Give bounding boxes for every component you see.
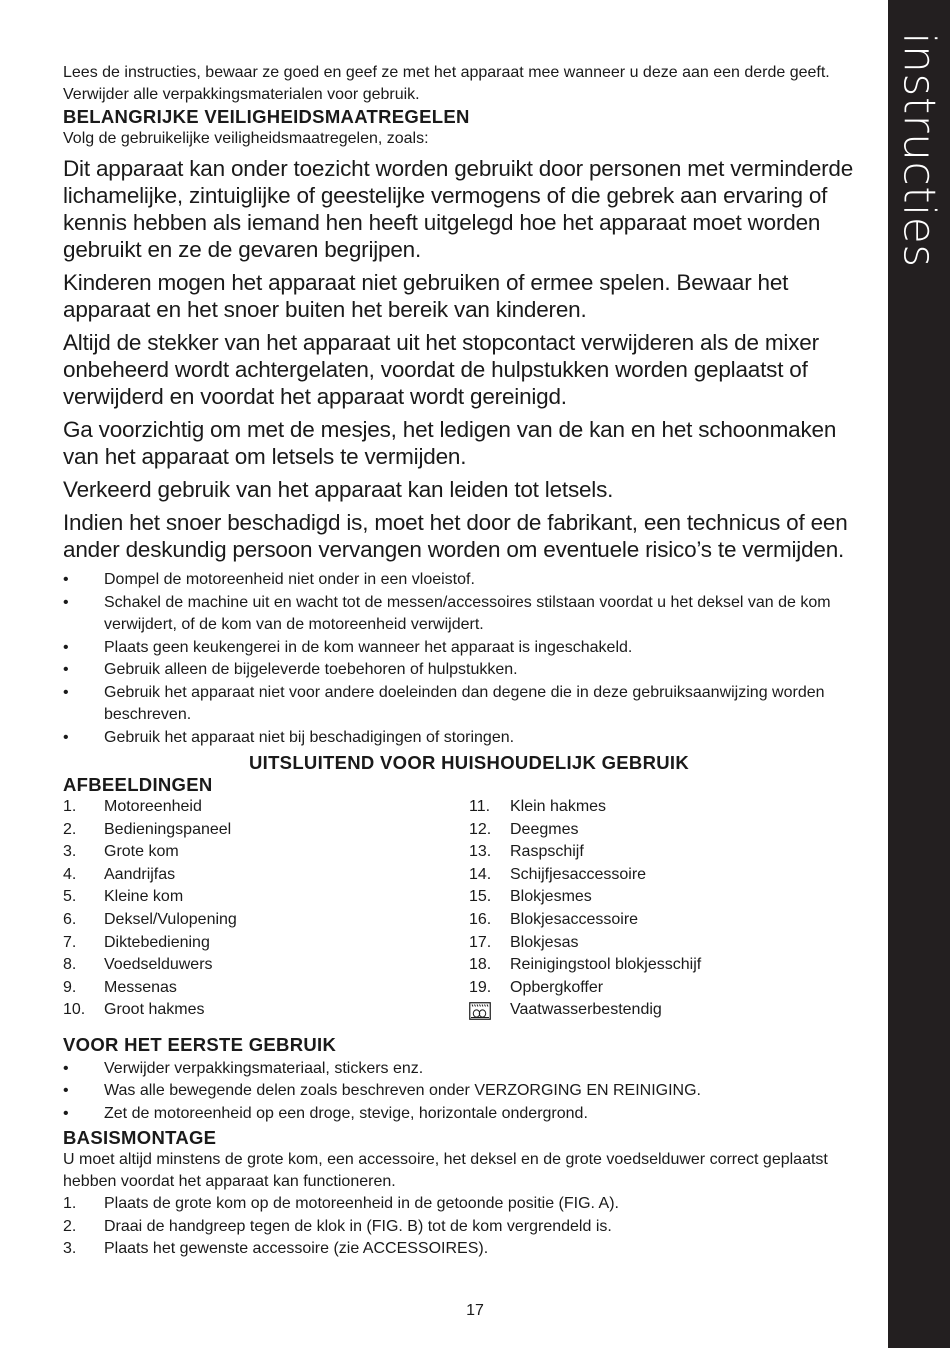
list-item-text: Gebruik alleen de bijgeleverde toebehoren of hulpstukken. [104,661,518,678]
assembly-steps [63,1193,875,1261]
dishwasher-safe-icon [469,999,510,1028]
list-item [63,1216,875,1239]
item-label: Bedieningspaneel [104,820,232,838]
list-item [63,659,875,682]
item-number: 13. [469,843,492,861]
safety-paragraph: Ga voorzichtig om met de mesjes, het ledigen van de kan en het schoonmaken van het apparaat om letsels te vermijden. [63,417,837,469]
item-number: 5. [63,888,77,906]
item-label: Raspschijf [510,843,584,861]
item-label: Deegmes [510,820,579,838]
list-item-text: Gebruik het apparaat niet voor andere doeleinden dan degene die in deze gebruiksaanwijzing worden beschreven. [104,683,825,723]
list-item [63,1238,875,1261]
item-number: 10. [63,1001,86,1019]
first-use-heading: VOOR HET EERSTE GEBRUIK [63,1033,337,1055]
assembly-heading: BASISMONTAGE [63,1127,217,1149]
item-number: 15. [469,888,492,906]
item-label: Schijfjesaccessoire [510,865,647,883]
bullet-marker: • [63,728,69,746]
bullet-marker: • [63,1059,69,1077]
item-label: Voedselduwers [104,956,213,974]
item-number: 3. [63,843,77,861]
list-item [63,886,469,909]
step-number: 3. [63,1240,77,1258]
list-item [469,999,875,1028]
safety-paragraph: Indien het snoer beschadigd is, moet het door de fabrikant, een technicus of een ander deskundig persoon vervangen worden om eventuele risico’s te vermijden. [63,510,848,562]
safety-bullet-list [63,569,875,749]
list-item [63,977,469,1000]
item-label: Opbergkoffer [510,978,604,996]
bullet-marker: • [63,571,69,588]
item-label: Klein hakmes [510,798,607,815]
bullet-marker: • [63,1082,69,1100]
step-number: 1. [63,1195,77,1213]
item-number: 19. [469,978,492,996]
list-item [63,1058,875,1081]
bullet-marker: • [63,638,69,656]
figures-list [63,796,875,1028]
item-label: Deksel/Vulopening [104,910,237,928]
safety-paragraph: Dit apparaat kan onder toezicht worden gebruikt door personen met verminderde lichamelijke, zintuiglijke of geestelijke vermogens of die gebrek aan ervaring of kennis hebben als iemand hen heeft uitgelegd hoe het apparaat moet worden gebruikt en ze de gevaren begrijpen. [63,156,854,262]
item-label: Messenas [104,978,177,996]
list-item [469,932,875,955]
list-item [63,569,875,592]
list-item [469,841,875,864]
list-item [63,909,469,932]
page-number: 17 [466,1302,484,1319]
item-number: 2. [63,820,77,838]
page-content [63,62,875,1261]
item-label: Grote kom [104,843,179,861]
item-label: Groot hakmes [104,1001,205,1019]
figures-column-right [469,796,875,1028]
step-text: Draai de handgreep tegen de klok in (FIG. B) tot de kom vergrendeld is. [104,1217,612,1235]
item-number: 8. [63,956,77,974]
list-item [63,932,469,955]
list-item-text: Plaats geen keukengerei in de kom wanneer het apparaat is ingeschakeld. [104,638,633,656]
item-number: 4. [63,865,77,883]
item-label: Blokjesaccessoire [510,910,639,928]
item-label: Diktebediening [104,933,210,951]
step-text: Plaats de grote kom op de motoreenheid in de getoonde positie (FIG. A). [104,1195,619,1213]
safety-heading: BELANGRIJKE VEILIGHEIDSMAATREGELEN [63,106,470,127]
item-label: Motoreenheid [104,798,202,815]
step-text: Plaats het gewenste accessoire (zie ACCESSOIRES). [104,1240,489,1258]
safety-paragraph: Kinderen mogen het apparaat niet gebruiken of ermee spelen. Bewaar het apparaat en het snoer buiten het bereik van kinderen. [63,270,789,322]
figures-column-left [63,796,469,1028]
list-item [63,592,875,637]
list-item [63,819,469,842]
item-number: 9. [63,978,77,996]
list-item [469,909,875,932]
list-item [63,841,469,864]
list-item [469,886,875,909]
list-item [469,796,875,819]
list-item [63,1080,875,1103]
list-item [63,727,875,750]
list-item-text: Schakel de machine uit en wacht tot de messen/accessoires stilstaan voordat u het deksel van de kom verwijdert, of de kom van de motoreenheid verwijdert. [104,593,831,633]
bullet-marker: • [63,593,69,611]
list-item [63,682,875,727]
item-number: 16. [469,910,492,928]
list-item [63,864,469,887]
item-label: Aandrijfas [104,865,176,883]
item-number: 17. [469,933,492,951]
first-use-bullet-list [63,1058,875,1126]
item-number: 12. [469,820,492,838]
bullet-marker: • [63,683,69,701]
assembly-intro: U moet altijd minstens de grote kom, een accessoire, het deksel en de grote voedselduwer correct geplaatst hebben voordat het apparaat kan functioneren. [63,1151,828,1191]
list-item [469,864,875,887]
item-label: Blokjesmes [510,888,592,906]
list-item [63,999,469,1022]
sidebar-label: instructies [893,32,945,268]
item-number: 18. [469,956,492,974]
bullet-marker: • [63,661,69,678]
list-item [469,819,875,842]
list-item-text: Gebruik het apparaat niet bij beschadigingen of storingen. [104,728,515,746]
figures-heading: AFBEELDINGEN [63,774,213,795]
bullet-marker: • [63,1104,69,1122]
list-item [63,637,875,660]
household-use-notice: UITSLUITEND VOOR HUISHOUDELIJK GEBRUIK [248,752,689,773]
intro-text: Lees de instructies, bewaar ze goed en geef ze met het apparaat mee wanneer u deze aan een derde geeft. Verwijder alle verpakkingsmaterialen voor gebruik. [63,64,830,103]
item-label: Kleine kom [104,888,184,906]
list-item-text: Was alle bewegende delen zoals beschreven onder VERZORGING EN REINIGING. [104,1082,701,1100]
list-item-text: Dompel de motoreenheid niet onder in een vloeistof. [104,571,475,588]
item-label: Vaatwasserbestendig [510,1001,662,1019]
item-number: 14. [469,865,492,883]
item-number: 11. [469,798,491,815]
list-item [63,796,469,819]
list-item [63,1103,875,1126]
item-number: 6. [63,910,77,928]
list-item [469,977,875,1000]
item-number: 7. [63,933,77,951]
list-item [63,1193,875,1216]
item-number: 1. [63,798,77,815]
sidebar-tab [888,0,950,1348]
safety-subheading: Volg de gebruikelijke veiligheidsmaatregelen, zoals: [63,130,429,147]
step-number: 2. [63,1217,77,1235]
item-label: Blokjesas [510,933,579,951]
list-item-text: Zet de motoreenheid op een droge, stevige, horizontale ondergrond. [104,1104,588,1122]
list-item [63,954,469,977]
list-item-text: Verwijder verpakkingsmateriaal, stickers enz. [104,1059,424,1077]
safety-paragraph: Verkeerd gebruik van het apparaat kan leiden tot letsels. [63,477,614,502]
safety-paragraph: Altijd de stekker van het apparaat uit het stopcontact verwijderen als de mixer onbeheerd wordt achtergelaten, voordat de hulpstukken worden geplaatst of verwijderd en voordat het apparaat wordt gereinigd. [63,330,819,409]
list-item [469,954,875,977]
item-label: Reinigingstool blokjesschijf [510,956,702,974]
